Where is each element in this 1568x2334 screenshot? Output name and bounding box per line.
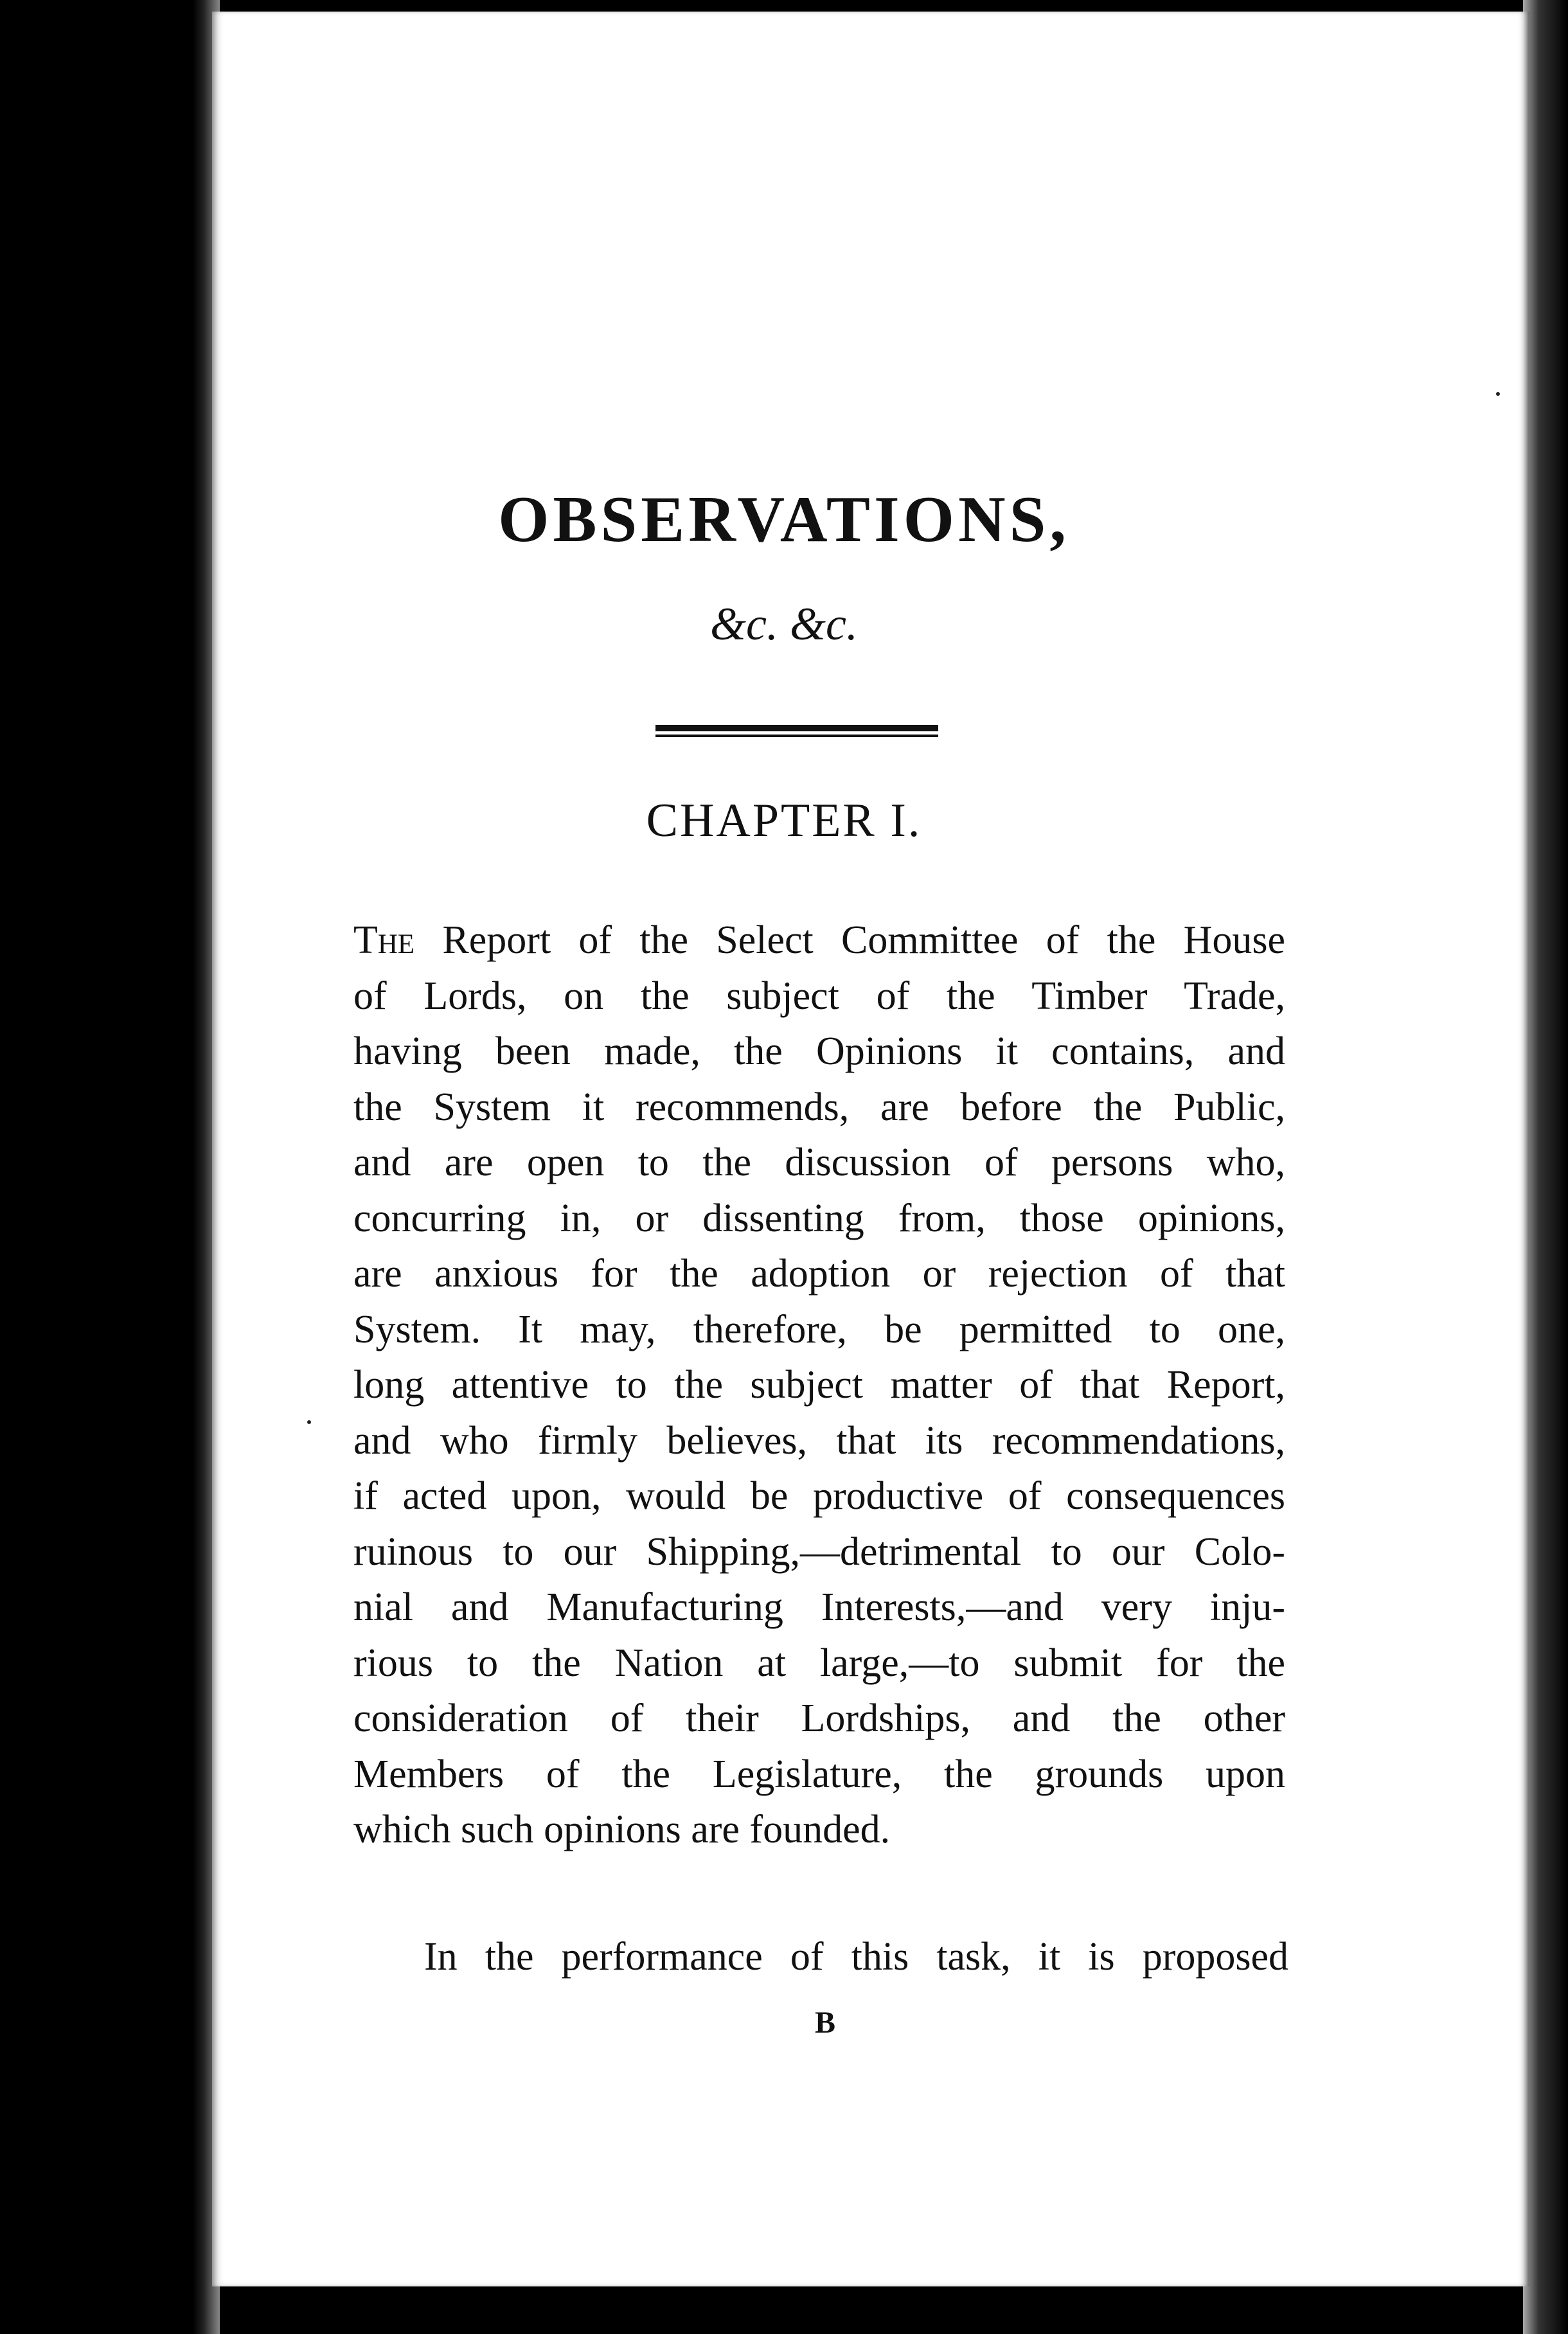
line-text: System. It may, therefore, be permitted to one, [353, 1307, 1285, 1351]
paragraph-line [353, 1580, 1285, 1635]
line-text: consideration of their Lordships, and the other [353, 1697, 1285, 1740]
line-text: if acted upon, would be productive of consequences [353, 1474, 1285, 1518]
paragraph-line [353, 1135, 1285, 1191]
paragraph-line [353, 1468, 1285, 1524]
line-text: long attentive to the subject matter of that Report, [353, 1363, 1285, 1407]
paragraph-line [353, 913, 1285, 968]
line-text: and are open to the discussion of persons who, [353, 1141, 1285, 1184]
line-text: nial and Manufacturing Interests,—and very inju- [353, 1585, 1285, 1629]
line-text: the System it recommends, are before the Public, [353, 1085, 1285, 1129]
paragraph-line [353, 1080, 1285, 1136]
paragraph-line [353, 1524, 1285, 1580]
line-text: ruinous to our Shipping,—detrimental to our Colo- [353, 1529, 1285, 1574]
speck [307, 1420, 311, 1424]
chapter-heading: CHAPTER I. [646, 794, 922, 847]
body-paragraph [353, 913, 1285, 1858]
line-text: of Lords, on the subject of the Timber Trade, [353, 974, 1285, 1018]
line-text: having been made, the Opinions it contains, and [353, 1029, 1285, 1073]
paragraph-line [353, 1024, 1285, 1080]
page-title: OBSERVATIONS, [498, 483, 1070, 556]
line-text: concurring in, or dissenting from, those opinions, [353, 1196, 1285, 1240]
line-text: rious to the Nation at large,—to submit for the [353, 1641, 1285, 1685]
line-text: Members of the Legislature, the grounds upon [353, 1752, 1285, 1796]
line-text: Report of the Select Committee of the House [414, 918, 1285, 962]
paragraph-line [353, 1747, 1285, 1803]
line-text: and who firmly believes, that its recommendations, [353, 1418, 1285, 1463]
paragraph-line [353, 1191, 1285, 1247]
right-page-shadow [1523, 0, 1568, 2334]
drop-lead-word: The [353, 918, 415, 962]
paragraph-line [353, 968, 1285, 1024]
paragraph-line [353, 1691, 1285, 1747]
signature-mark: B [815, 2006, 836, 2040]
paragraph-line [353, 1413, 1285, 1469]
line-text: are anxious for the adoption or rejection of that [353, 1252, 1285, 1296]
paragraph-line [353, 1635, 1285, 1691]
speck [1496, 392, 1500, 396]
paragraph-line [353, 1246, 1285, 1302]
line-text: which such opinions are founded. [353, 1808, 891, 1851]
page-subtitle: &c. &c. [710, 598, 858, 650]
paragraph-line [353, 1802, 1285, 1858]
paragraph-line [353, 1302, 1285, 1358]
body-next-line: In the performance of this task, it is proposed [424, 1935, 1288, 1979]
paragraph-line [353, 1357, 1285, 1413]
decorative-rule [655, 725, 938, 737]
